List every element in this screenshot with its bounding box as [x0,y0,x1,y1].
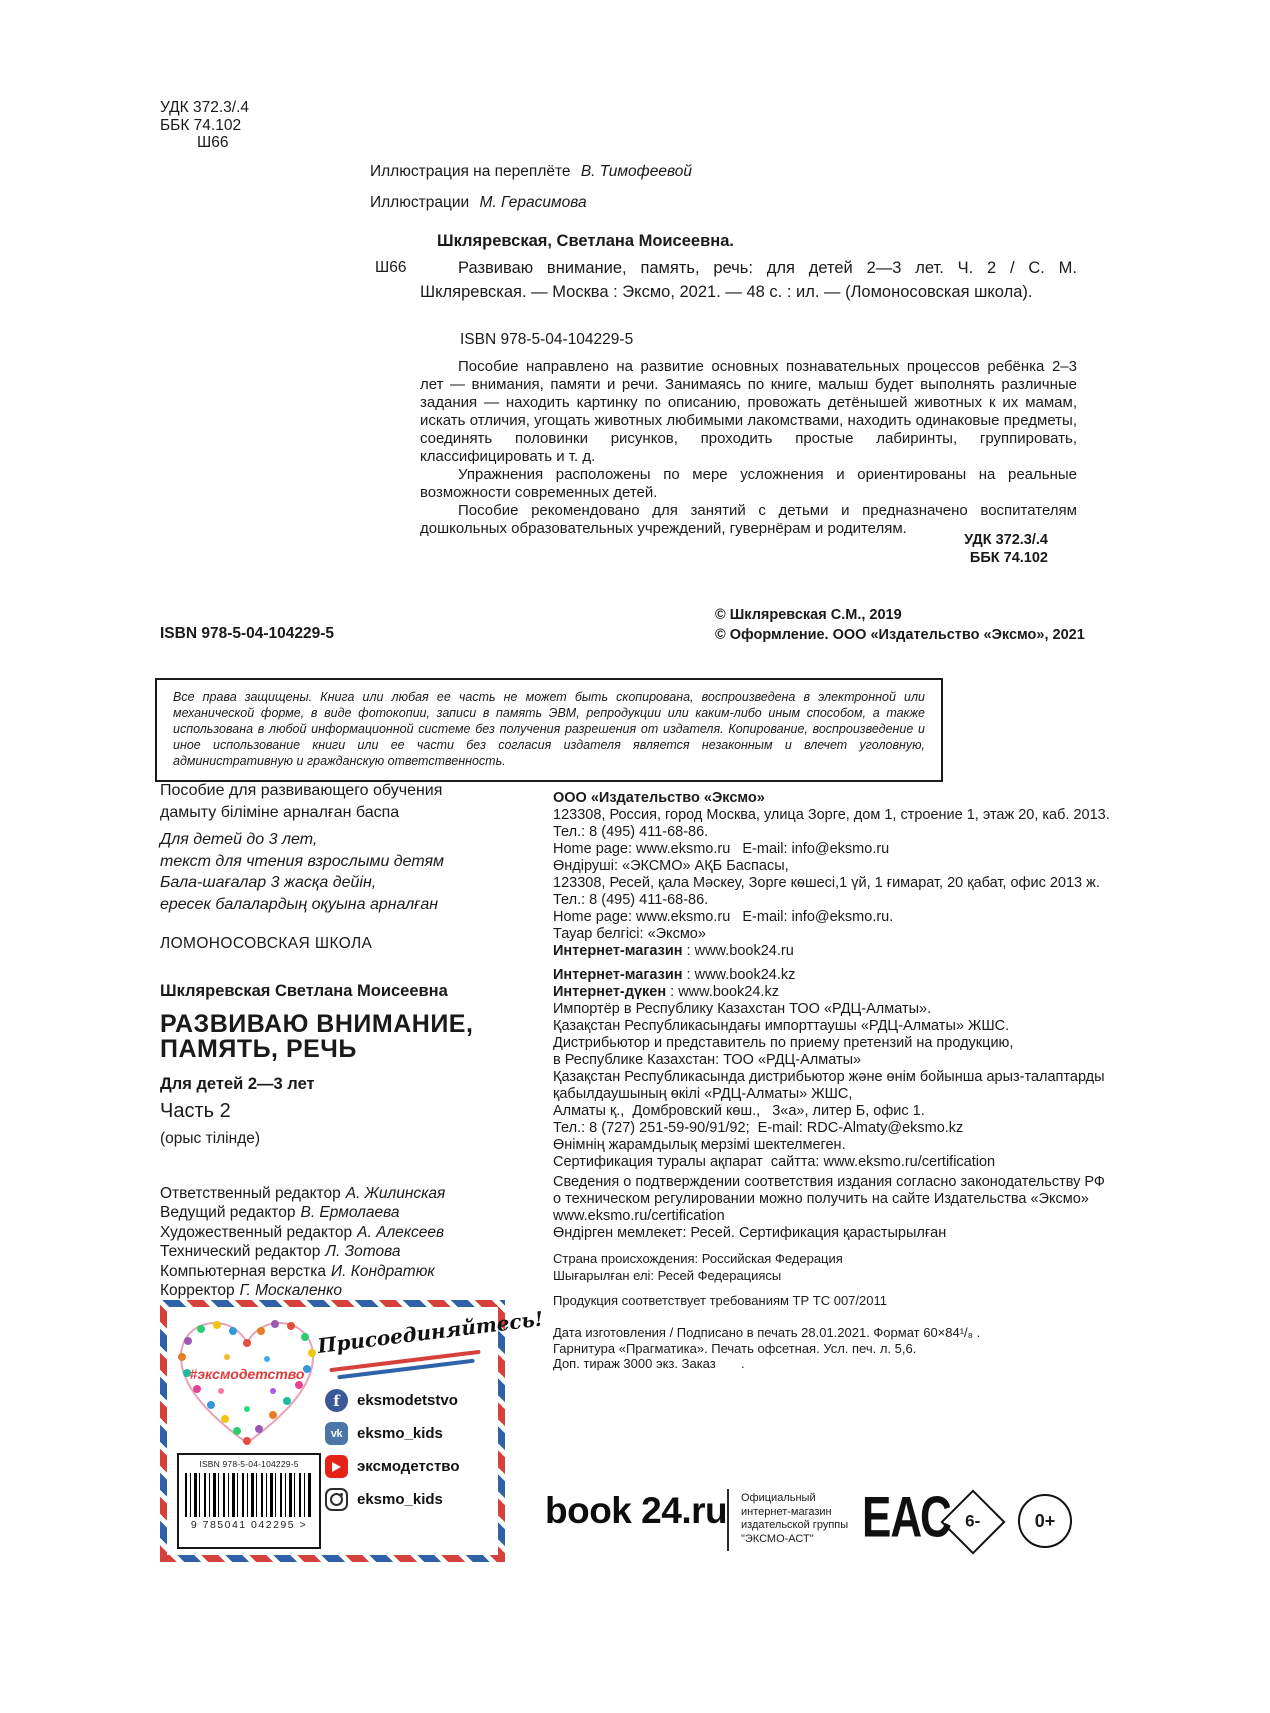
play-icon [332,1462,341,1472]
social-links-list [325,1389,460,1521]
audience-line: Бала-шағалар 3 жасқа дейін, [160,874,377,891]
isbn-label: ISBN 978-5-04-104229-5 [199,1459,299,1469]
imprint-line: о техническом регулировании можно получить на сайте Издательства «Эксмо» [553,1191,1089,1207]
copyright-author-line: © Шкляревская С.М., 2019 [715,607,902,623]
imprint-line: Интернет-магазин : www.book24.kz [553,967,796,983]
barcode [185,1473,313,1517]
staff-name: В. Ермолаева [300,1204,400,1222]
staff-name: И. Кондратюк [331,1262,435,1280]
bbk-number: ББК 74.102 [160,116,242,134]
imprint-line: Өнімнің жарамдылық мерзімі шектелмеген. [553,1137,846,1153]
age-mark-circle: 0+ [1018,1494,1072,1548]
edition-type-ru: Пособие для развивающего обучения [160,782,443,799]
imprint-line: Сведения о подтверждении соответствия издания согласно законодательству РФ [553,1174,1105,1190]
imprint-line: Доп. тираж 3000 экз. Заказ . [553,1356,745,1371]
social-row-facebook [325,1389,460,1412]
publisher-contacts [553,790,1110,960]
book-title-line: ПАМЯТЬ, РЕЧЬ [160,1034,357,1063]
compliance-note: Продукция соответствует требованиям ТР ТС 007/2011 [553,1293,887,1308]
interior-illustration-credit [370,194,692,212]
facebook-icon: f [325,1389,348,1412]
imprint-line: Тауар белгісі: «Эксмо» [553,926,706,942]
social-handle: eksmo_kids [357,1425,443,1442]
join-call-to-action: Присоединяйтесь! [316,1306,545,1359]
imprint-line: www.eksmo.ru/certification [553,1208,725,1224]
imprint-line: Страна происхождения: Российская Федерация [553,1251,843,1266]
imprint-line: Өндірген мемлекет: Ресей. Сертификация қарастырылған [553,1225,947,1241]
distributor-info [553,967,1105,1171]
imprint-line: Импортёр в Республику Казахстан ТОО «РДЦ-Алматы». [553,1001,932,1017]
staff-role: Ответственный редактор [160,1185,341,1202]
eac-conformity-mark: ЕАС [862,1486,951,1550]
isbn-main: ISBN 978-5-04-104229-5 [160,625,335,642]
imprint-line: 123308, Россия, город Москва, улица Зорге, дом 1, строение 1, этаж 20, каб. 2013. [553,807,1110,823]
editorial-staff [160,1184,445,1300]
footer-divider [727,1489,729,1551]
imprint-line: Алматы қ., Домбровский көш., 3«а», литер Б, офис 1. [553,1103,925,1119]
audience-line: Для детей до 3 лет, [160,831,318,848]
imprint-line: Тел.: 8 (727) 251-59-90/91/92; E-mail: RDC-Almaty@eksmo.kz [553,1120,964,1136]
staff-role: Художественный редактор [160,1223,353,1241]
staff-line [160,1242,445,1261]
annotation [420,358,1077,538]
book-title-line: РАЗВИВАЮ ВНИМАНИЕ, [160,1010,474,1038]
language-note: (орыс тілінде) [160,1130,261,1147]
cover-credit-artist: В. Тимофеевой [580,163,692,180]
staff-line [160,1223,445,1242]
social-row-instagram [325,1488,460,1511]
edition-author: Шкляревская Светлана Моисеевна [160,982,448,1000]
bbk-number-footer: ББК 74.102 [969,550,1048,566]
postcard-inner [167,1306,545,1555]
imprint-line: Дистрибьютор и представитель по приему претензий на продукцию, [553,1035,1014,1051]
bibliographic-indices-footer [420,531,1048,567]
imprint-line: Интернет-дүкен : www.book24.kz [553,984,779,1000]
staff-name: Л. Зотова [325,1243,401,1261]
cover-illustration-credit [370,163,692,181]
staff-name: А. Жилинская [345,1185,446,1202]
staff-line [160,1203,445,1222]
imprint-line: Home page: www.eksmo.ru E-mail: info@eksmo.ru [553,841,890,857]
udk-number-footer: УДК 372.3/.4 [964,532,1048,548]
instagram-icon [325,1488,348,1511]
imprint-line: қабылдаушының өкілі «РДЦ-Алматы» ЖШС, [553,1086,853,1102]
imprint-line: Тел.: 8 (495) 411-68-86. [553,824,709,840]
audience-line: ересек балалардың оқуына арналған [160,895,439,913]
imprint-line: Интернет-магазин : www.book24.ru [553,943,794,959]
annotation-paragraph: Пособие направлено на развитие основных познавательных процессов ребёнка 2–3 лет — внимания, памяти и речи. Занимаясь по книге, малыш будет выполнять различные задания — находить картинку по описанию, провожать детёнышей животных к их мамам, искать отличия, угощать животных любимыми лакомствами, находить одинаковые предметы, соединять половинки рисунков, проходить простые лабиринты, группировать, классифицировать и т. д. [420,358,1077,465]
imprint-line: Шығарылған елі: Ресей Федерациясы [553,1268,782,1283]
imprint-line: Өндіруші: «ЭКСМО» АҚБ Баспасы, [553,858,789,874]
social-handle: eksmodetstvo [357,1392,458,1409]
interior-credit-label: Иллюстрации [370,194,470,211]
vk-icon: vk [325,1422,348,1445]
copyright-block [715,605,1085,645]
barcode-digits: 9 785041 042295 > [190,1519,308,1531]
age-mark-diamond-label: 6- [965,1512,981,1531]
social-row-vk [325,1422,460,1445]
imprint-line: Дата изготовления / Подписано в печать 28.01.2021. Формат 60×84¹/₈ . [553,1325,981,1340]
book24-caption: Официальный интернет-магазин издательской группы "ЭКСМО-АСТ" [741,1492,849,1545]
annotation-paragraph: Пособие рекомендовано для занятий с детьми и предназначено воспитателям дошкольных образовательных учреждений, гувернёрам и родителям. [420,502,1077,537]
book-title [160,1012,473,1061]
staff-name: Г. Москаленко [239,1282,343,1300]
audience-line: текст для чтения взрослыми детям [160,852,445,870]
imprint-line: ООО «Издательство «Эксмо» [553,790,765,806]
country-of-origin [553,1250,843,1284]
isbn-barcode-block [177,1453,321,1549]
hashtag-label: #эксмодетство [189,1366,305,1382]
catalog-card-author: Шкляревская, Светлана Моисеевна. [437,232,734,250]
staff-role: Корректор [160,1282,235,1300]
imprint-line: 123308, Ресей, қала Мәскеу, Зорге көшесі,1 үй, 1 ғимарат, 20 қабат, офис 2013 ж. [553,875,1100,891]
imprint-line: Тел.: 8 (495) 411-68-86. [553,892,709,908]
staff-role: Компьютерная верстка [160,1262,326,1280]
rights-notice-box: Все права защищены. Книга или любая ее часть не может быть скопирована, воспроизведена в электронной или механической форме, в виде фотокопии, записи в память ЭВМ, репродукции или каким-либо иным способом, а также использована в любой информационной системе без получения разрешения от издателя. Копирование, воспроизведение и иное использование книги или ее части без согласия издателя является незаконным и влечет уголовную, административную и гражданскую ответственность. [155,678,943,782]
doodle-heart-illustration [171,1313,323,1455]
imprint-line: Сертификация туралы ақпарат сайтта: www.eksmo.ru/certification [553,1154,996,1170]
youtube-icon [325,1455,348,1478]
camera-dot-icon [340,1493,343,1496]
promo-postcard [160,1300,545,1562]
imprint-line: Home page: www.eksmo.ru E-mail: info@eksmo.ru. [553,909,894,925]
staff-line [160,1262,445,1281]
print-run-info [553,1325,980,1372]
imprint-line: в Республике Казахстан: ТОО «РДЦ-Алматы» [553,1052,862,1068]
social-handle: эксмодетство [357,1458,460,1475]
staff-line [160,1184,445,1203]
imprint-line: Гарнитура «Прагматика». Печать офсетная. Усл. печ. л. 5,6. [553,1340,917,1356]
edition-type-kz: дамыту біліміне арналған баспа [160,804,400,821]
certification-info [553,1174,1105,1242]
author-sign: Ш66 [197,134,229,151]
imprint-line: Қазақстан Республикасында дистрибьютор және өнім бойынша арыз-талаптарды [553,1069,1105,1085]
imprint-line: Қазақстан Республикасындағы импорттаушы «РДЦ-Алматы» ЖШС. [553,1018,1010,1034]
cover-credit-label: Иллюстрация на переплёте [370,163,571,180]
series-name: ЛОМОНОСОВСКАЯ ШКОЛА [160,935,373,952]
catalog-card-sign: Ш66 [375,259,407,276]
udk-number: УДК 372.3/.4 [160,99,250,116]
catalog-card-isbn: ISBN 978-5-04-104229-5 [460,331,634,348]
book-part: Часть 2 [160,1100,231,1122]
staff-name: А. Алексеев [357,1223,445,1241]
staff-role: Ведущий редактор [160,1204,296,1222]
social-handle: eksmo_kids [357,1491,443,1508]
copyright-design-line: © Оформление. ООО «Издательство «Эксмо», 2021 [715,627,1085,643]
staff-line [160,1281,445,1300]
annotation-paragraph: Упражнения расположены по мере усложнения и ориентированы на реальные возможности современных детей. [420,466,1077,501]
interior-credit-artist: М. Герасимова [479,194,587,211]
edition-audience [160,829,444,915]
book24-logo: book 24.ru [545,1490,728,1531]
book-subtitle: Для детей 2—3 лет [160,1075,315,1093]
bibliographic-indices [160,99,249,152]
staff-role: Технический редактор [160,1243,321,1261]
catalog-card-description: Развиваю внимание, память, речь: для детей 2—3 лет. Ч. 2 / С. М. Шкляревская. — Москва : Эксмо, 2021. — 48 с. : ил. — (Ломоносовская школа). [420,259,1077,301]
social-row-youtube [325,1455,460,1478]
illustration-credits [370,163,692,225]
edition-type [160,780,442,824]
